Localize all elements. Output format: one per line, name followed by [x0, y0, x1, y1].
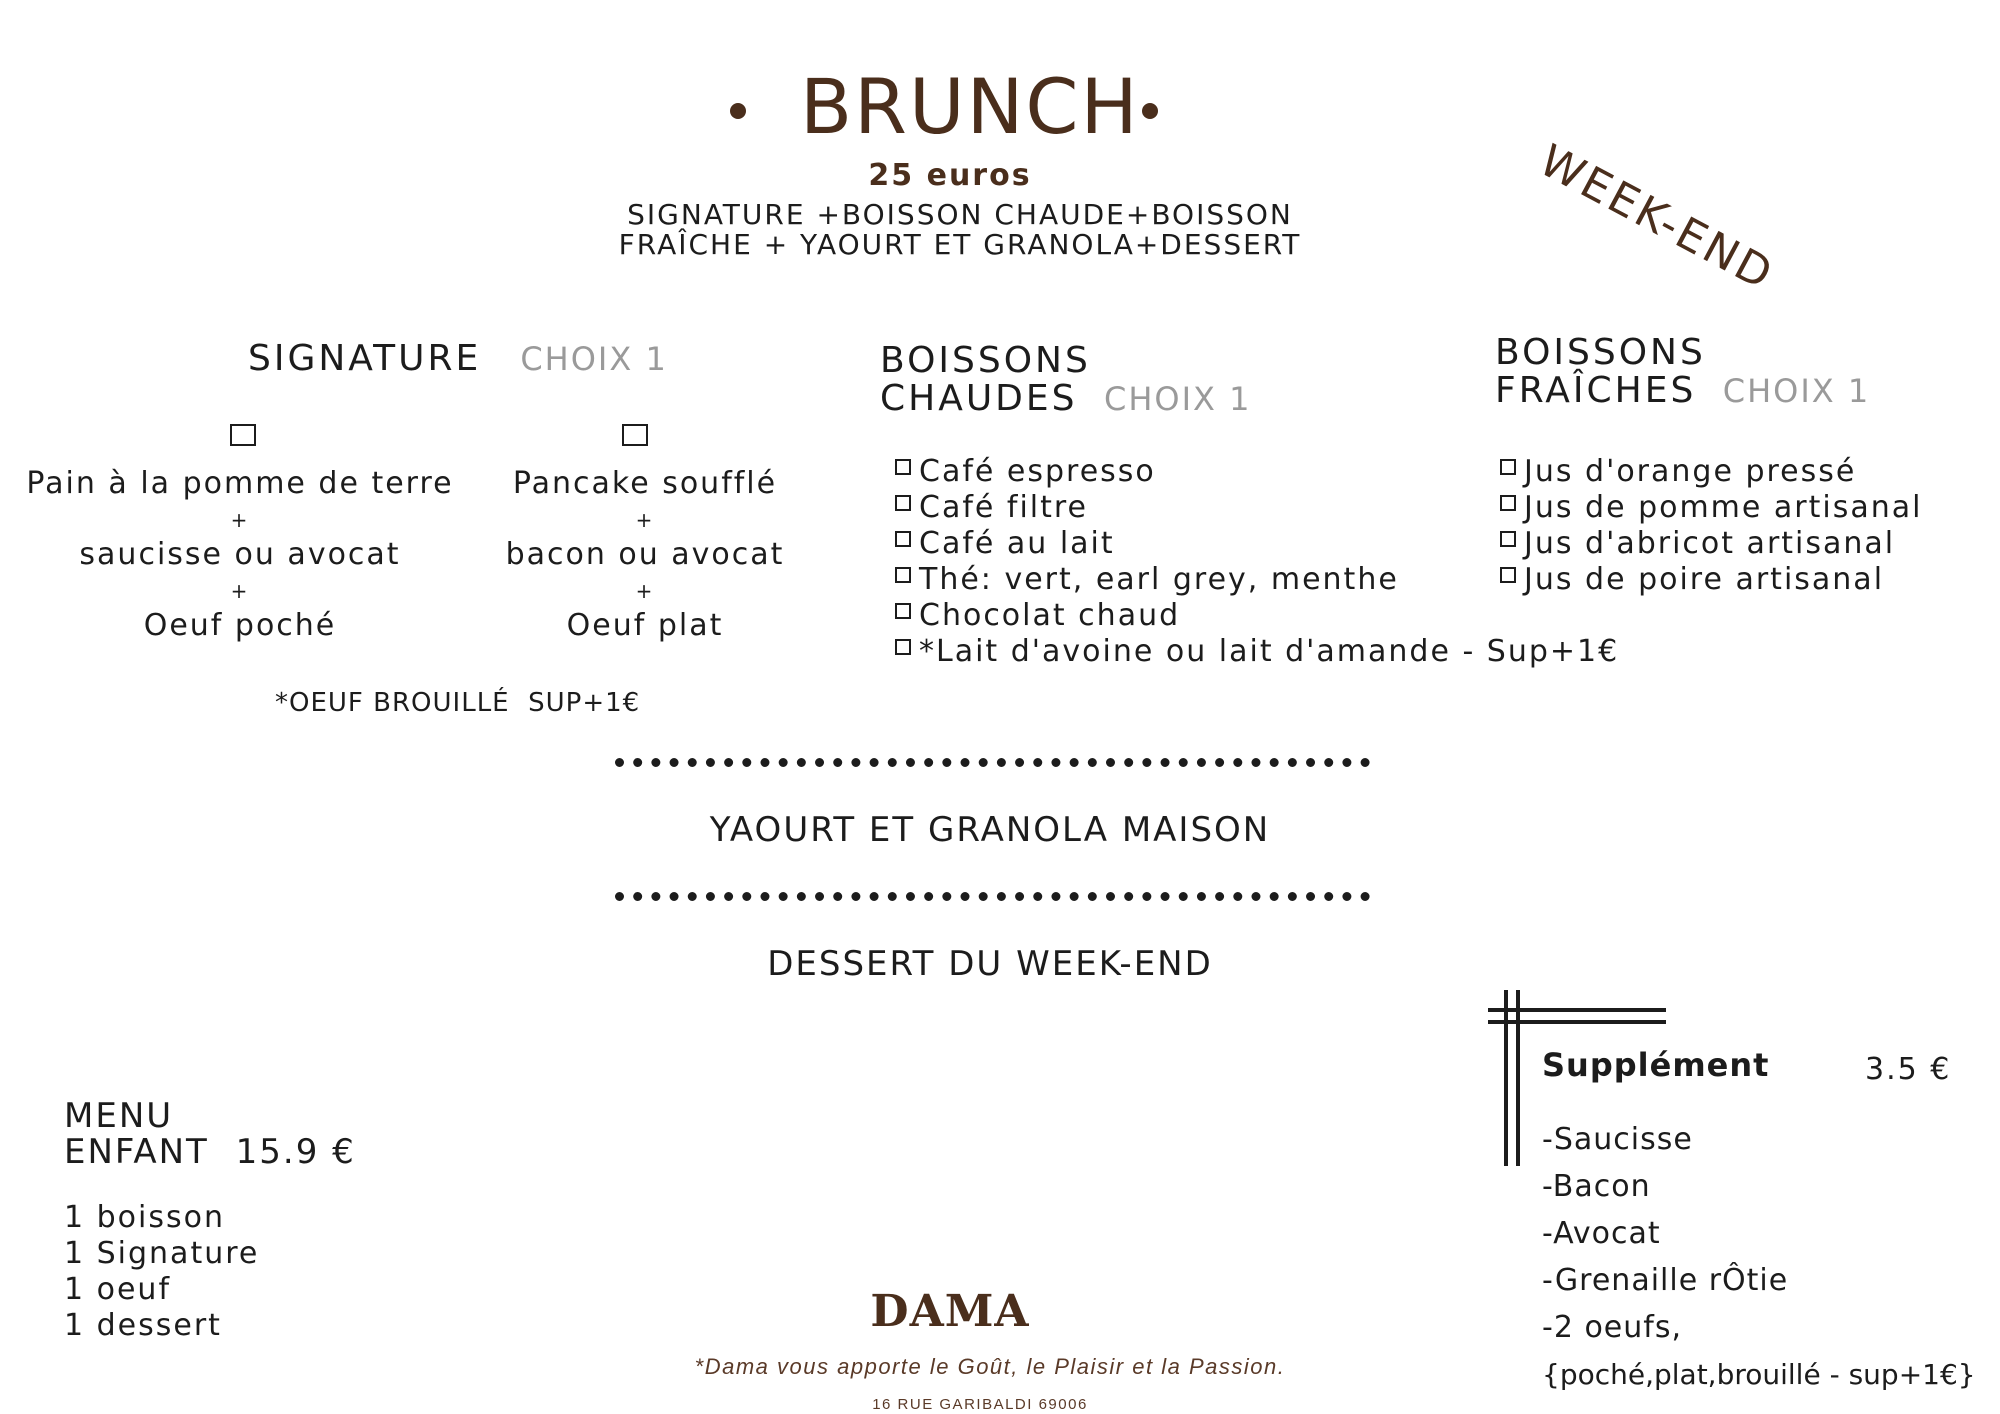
hot-drink-label: Chocolat chaud	[919, 598, 1181, 633]
supplement-list	[1542, 1116, 1976, 1398]
hot-drinks-title-line-1: BOISSONS	[880, 340, 1091, 381]
signature-option-1-line-2: saucisse ou avocat	[79, 537, 401, 572]
checkbox[interactable]	[1500, 567, 1516, 583]
signature-note: *OEUF BROUILLÉ SUP+1€	[275, 688, 641, 718]
signature-heading	[248, 338, 668, 379]
brunch-price: 25 euros	[868, 158, 1032, 193]
signature-option-1-line-3: Oeuf poché	[143, 608, 337, 643]
supplement-item: -Bacon	[1542, 1169, 1651, 1204]
dotted-divider-top	[615, 758, 1370, 767]
title-dot-right	[1142, 103, 1158, 119]
hot-drink-item[interactable]	[895, 598, 1619, 634]
cold-drink-item[interactable]	[1500, 454, 1922, 490]
cold-drink-label: Jus de poire artisanal	[1524, 562, 1885, 597]
cold-drink-item[interactable]	[1500, 490, 1922, 526]
yaourt-granola: YAOURT ET GRANOLA MAISON	[709, 810, 1271, 850]
signature-option-2-plus-1: +	[635, 508, 655, 532]
hot-drink-label: Café espresso	[919, 454, 1156, 489]
cold-drink-label: Jus de pomme artisanal	[1524, 490, 1923, 525]
formula-description	[560, 200, 1360, 260]
kids-menu-item: 1 boisson	[64, 1200, 225, 1235]
hot-drink-item[interactable]	[895, 634, 1619, 670]
signature-choice: CHOIX 1	[520, 340, 668, 378]
signature-option-2-line-1: Pancake soufflé	[512, 466, 778, 501]
kids-menu-item: 1 oeuf	[64, 1272, 172, 1307]
supplement-item: -Avocat	[1542, 1216, 1661, 1251]
kids-menu-title-line-2: ENFANT	[64, 1132, 209, 1172]
signature-option-1	[10, 464, 470, 647]
weekend-stamp: WEEK-END	[1531, 135, 1783, 302]
checkbox[interactable]	[1500, 459, 1516, 475]
formula-line-1: SIGNATURE +BOISSON CHAUDE+BOISSON	[627, 198, 1293, 231]
menu-title: BRUNCH	[800, 62, 1140, 151]
cold-drink-label: Jus d'orange pressé	[1524, 454, 1857, 489]
formula-line-2: FRAÎCHE + YAOURT ET GRANOLA+DESSERT	[618, 228, 1302, 261]
supplement-price: 3.5 €	[1865, 1052, 1952, 1087]
kids-menu-title-line-1: MENU	[64, 1096, 174, 1136]
cold-drink-item[interactable]	[1500, 562, 1922, 598]
title-dot-left	[730, 103, 746, 119]
kids-menu-item: 1 dessert	[64, 1308, 222, 1343]
signature-option-2-line-2: bacon ou avocat	[505, 537, 785, 572]
supplement-item: {poché,plat,brouillé - sup+1€}	[1542, 1358, 1976, 1391]
cold-drink-label: Jus d'abricot artisanal	[1524, 526, 1896, 561]
hot-drink-label: Café au lait	[919, 526, 1115, 561]
hot-drinks-choice: CHOIX 1	[1103, 380, 1252, 418]
hot-drink-label: *Lait d'avoine ou lait d'amande - Sup+1€	[919, 634, 1620, 669]
signature-title: SIGNATURE	[248, 338, 482, 379]
signature-option-2-line-3: Oeuf plat	[566, 608, 724, 643]
supplement-item: -Saucisse	[1542, 1122, 1693, 1157]
supplement-title: Supplément	[1542, 1046, 1770, 1084]
checkbox[interactable]	[1500, 495, 1516, 511]
hot-drink-label: Thé: vert, earl grey, menthe	[919, 562, 1399, 597]
cold-drink-item[interactable]	[1500, 526, 1922, 562]
cold-drinks-heading	[1495, 334, 1870, 410]
kids-menu-heading	[64, 1098, 356, 1170]
cold-drinks-list	[1500, 454, 1922, 598]
kids-menu-list	[64, 1200, 259, 1344]
brand-tagline: *Dama vous apporte le Goût, le Plaisir et la Passion.	[694, 1354, 1286, 1379]
hot-drink-label: Café filtre	[919, 490, 1089, 525]
checkbox[interactable]	[895, 495, 911, 511]
signature-option-2	[455, 464, 835, 647]
dessert-weekend: DESSERT DU WEEK-END	[767, 944, 1213, 984]
checkbox[interactable]	[895, 603, 911, 619]
signature-option-1-checkbox[interactable]	[230, 424, 256, 446]
brand-logo: DAMA	[870, 1286, 1030, 1337]
cold-drinks-title-line-2: FRAÎCHES	[1495, 370, 1697, 411]
cold-drinks-choice: CHOIX 1	[1722, 372, 1871, 410]
brand-address: 16 RUE GARIBALDI 69006	[872, 1396, 1088, 1413]
checkbox[interactable]	[895, 459, 911, 475]
signature-option-1-plus-1: +	[230, 508, 250, 532]
dotted-divider-bottom	[615, 892, 1370, 901]
signature-option-2-checkbox[interactable]	[622, 424, 648, 446]
hot-drinks-heading	[880, 342, 1251, 418]
signature-option-1-plus-2: +	[230, 579, 250, 603]
supplement-item: -Grenaille rÔtie	[1542, 1263, 1789, 1298]
checkbox[interactable]	[895, 639, 911, 655]
hot-drinks-title-line-2: CHAUDES	[880, 378, 1078, 419]
supplement-item: -2 oeufs,	[1542, 1310, 1683, 1345]
signature-option-1-line-1: Pain à la pomme de terre	[26, 466, 454, 501]
cold-drinks-title-line-1: BOISSONS	[1495, 332, 1706, 373]
kids-menu-price: 15.9 €	[235, 1132, 356, 1172]
kids-menu-item: 1 Signature	[64, 1236, 260, 1271]
checkbox[interactable]	[895, 531, 911, 547]
checkbox[interactable]	[1500, 531, 1516, 547]
checkbox[interactable]	[895, 567, 911, 583]
signature-option-2-plus-2: +	[635, 579, 655, 603]
